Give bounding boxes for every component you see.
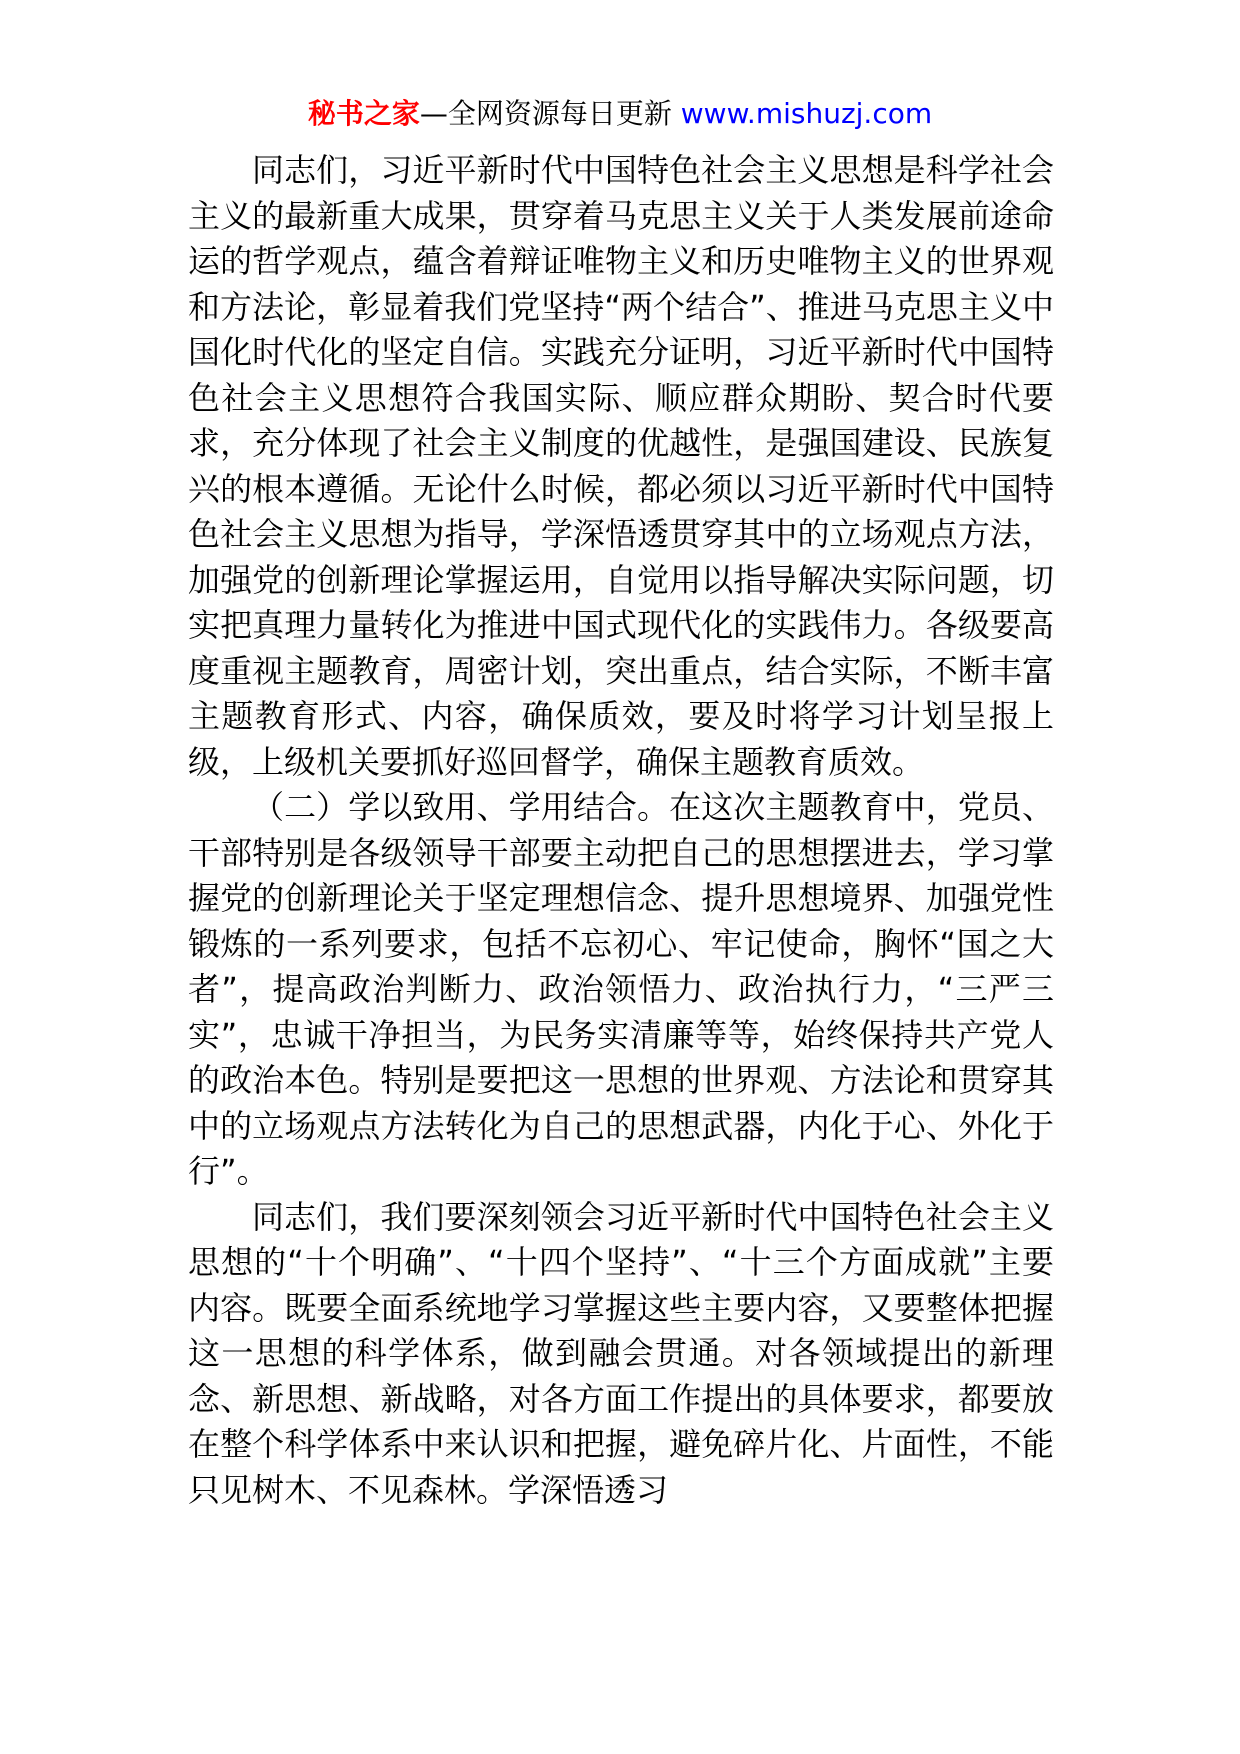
header-tagline: —全网资源每日更新: [419, 97, 681, 130]
page-header: [0, 96, 1240, 132]
paragraph: （二）学以致用、学用结合。在这次主题教育中，党员、干部特别是各级领导干部要主动把自己的思想摆进去，学习掌握党的创新理论关于坚定理想信念、提升思想境界、加强党性锻炼的一系列要求，包括不忘初心、牢记使命，胸怀“国之大者”，提高政治判断力、政治领悟力、政治执行力，“三严三实”，忠诚干净担当，为民务实清廉等等，始终保持共产党人的政治本色。特别是要把这一思想的世界观、方法论和贯穿其中的立场观点方法转化为自己的思想武器，内化于心、外化于行”。: [188, 788, 1054, 1190]
paragraph: 同志们，我们要深刻领会习近平新时代中国特色社会主义思想的“十个明确”、“十四个坚持”、“十三个方面成就”主要内容。既要全面系统地学习掌握这些主要内容，又要整体把握这一思想的科学体系，做到融会贯通。对各领域提出的新理念、新思想、新战略，对各方面工作提出的具体要求，都要放在整个科学体系中来认识和把握，避免碎片化、片面性，不能只见树木、不见森林。学深悟透习: [188, 1197, 1054, 1509]
website-link[interactable]: www.mishuzj.com: [680, 97, 933, 130]
brand-name: 秘书之家: [307, 97, 420, 130]
paragraph: 同志们，习近平新时代中国特色社会主义思想是科学社会主义的最新重大成果，贯穿着马克思主义关于人类发展前途命运的哲学观点，蕴含着辩证唯物主义和历史唯物主义的世界观和方法论，彰显着我们党坚持“两个结合”、推进马克思主义中国化时代化的坚定自信。实践充分证明，习近平新时代中国特色社会主义思想符合我国实际、顺应群众期盼、契合时代要求，充分体现了社会主义制度的优越性，是强国建设、民族复兴的根本遵循。无论什么时候，都必须以习近平新时代中国特色社会主义思想为指导，学深悟透贯穿其中的立场观点方法，加强党的创新理论掌握运用，自觉用以指导解决实际问题，切实把真理力量转化为推进中国式现代化的实践伟力。各级要高度重视主题教育，周密计划，突出重点，结合实际，不断丰富主题教育形式、内容，确保质效，要及时将学习计划呈报上级，上级机关要抓好巡回督学，确保主题教育质效。: [188, 151, 1054, 781]
document-body: [188, 148, 1054, 1513]
